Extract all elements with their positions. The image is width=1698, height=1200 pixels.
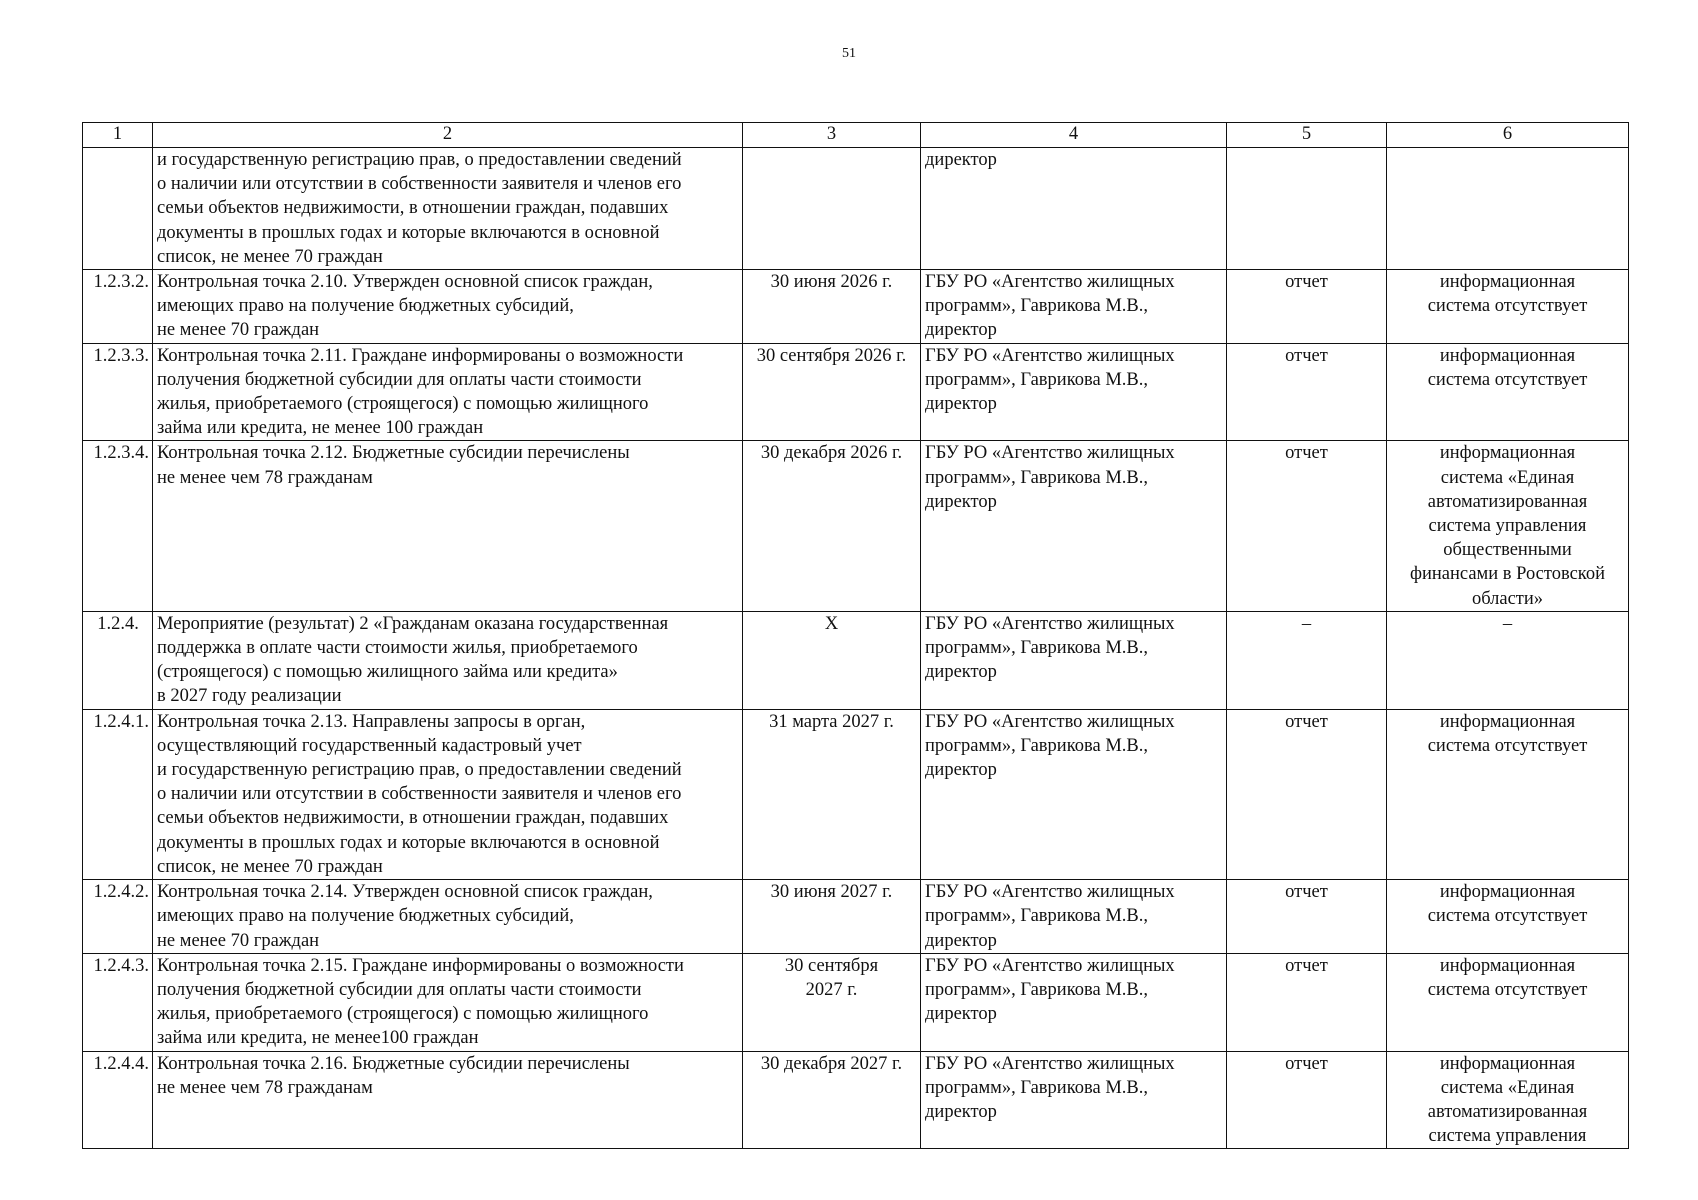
cell-line: программ», Гаврикова М.В., [925, 906, 1148, 927]
item-number-cell: 1.2.4.4. [83, 1051, 153, 1149]
cell-line: ГБУ РО «Агентство жилищных [925, 955, 1175, 976]
cell-line: программ», Гаврикова М.В., [925, 467, 1148, 488]
cell-line: 30 декабря 2027 г. [760, 1053, 903, 1074]
cell-line: директор [925, 394, 997, 415]
cell-line: и государственную регистрацию прав, о предоставлении сведений [157, 760, 682, 781]
table-row [83, 953, 1629, 1051]
cell-line: получения бюджетной субсидии для оплаты части стоимости [157, 369, 642, 390]
information-system-cell [1387, 611, 1629, 709]
cell-line: программ», Гаврикова М.В., [925, 369, 1148, 390]
cell-line: программ», Гаврикова М.В., [925, 638, 1148, 659]
item-number-cell: 1.2.4.2. [83, 880, 153, 954]
cell-line: директор [925, 760, 997, 781]
cell-line: получения бюджетной субсидии для оплаты части стоимости [157, 979, 642, 1000]
item-number-cell: 1.2.3.3. [83, 343, 153, 441]
deadline-cell [743, 709, 921, 879]
cell-line: директор [925, 150, 997, 170]
cell-line: информационная [1439, 882, 1576, 903]
document-type-cell: отчет [1227, 880, 1387, 954]
responsible-cell [921, 441, 1227, 611]
cell-line: 30 июня 2026 г. [770, 272, 893, 293]
item-description-cell [153, 441, 743, 611]
responsible-cell [921, 611, 1227, 709]
cell-line: информационная [1439, 345, 1576, 366]
responsible-cell [921, 953, 1227, 1051]
item-description-cell [153, 709, 743, 879]
cell-line: о наличии или отсутствии в собственности заявителя и членов его [157, 174, 682, 195]
item-description-cell [153, 1051, 743, 1149]
information-system-cell [1387, 343, 1629, 441]
cell-line: автоматизированная [1427, 1101, 1588, 1122]
page-number: 51 [842, 46, 856, 61]
responsible-cell [921, 270, 1227, 344]
cell-line: жилья, приобретаемого (строящегося) с помощью жилищного [157, 1004, 649, 1025]
table-row [83, 270, 1629, 344]
document-type-cell: отчет [1227, 343, 1387, 441]
cell-line: не менее чем 78 гражданам [157, 467, 373, 488]
deadline-cell [743, 148, 921, 270]
deadline-cell [743, 611, 921, 709]
information-system-cell [1387, 148, 1629, 270]
document-type-cell: – [1227, 611, 1387, 709]
deadline-cell [743, 270, 921, 344]
cell-line: информационная [1439, 711, 1576, 732]
cell-line: ГБУ РО «Агентство жилищных [925, 613, 1175, 634]
cell-line: директор [925, 930, 997, 951]
cell-line: займа или кредита, не менее 100 граждан [157, 418, 484, 439]
cell-line: Контрольная точка 2.10. Утвержден основной список граждан, [157, 272, 653, 293]
plan-table [82, 122, 1629, 1149]
cell-line: система отсутствует [1427, 369, 1588, 390]
item-number-cell: 1.2.4. [83, 611, 153, 709]
column-header: 3 [743, 123, 921, 148]
information-system-cell [1387, 441, 1629, 611]
table-row [83, 1051, 1629, 1149]
column-header: 1 [83, 123, 153, 148]
table-row [83, 880, 1629, 954]
cell-line: 2027 г. [805, 979, 858, 1000]
cell-line: информационная [1439, 955, 1576, 976]
item-description-cell [153, 343, 743, 441]
cell-line: о наличии или отсутствии в собственности заявителя и членов его [157, 784, 682, 805]
cell-line: система управления [1428, 516, 1587, 537]
cell-line: директор [925, 1101, 997, 1122]
item-description-cell [153, 270, 743, 344]
document-type-cell [1227, 148, 1387, 270]
cell-line: ГБУ РО «Агентство жилищных [925, 1053, 1175, 1074]
deadline-cell [743, 1051, 921, 1149]
deadline-cell [743, 441, 921, 611]
cell-line: – [1502, 613, 1513, 634]
responsible-cell [921, 148, 1227, 270]
cell-line: 30 сентября [784, 955, 879, 976]
cell-line: Контрольная точка 2.15. Граждане информированы о возможности [157, 955, 684, 976]
cell-line: программ», Гаврикова М.В., [925, 296, 1148, 317]
information-system-cell [1387, 1051, 1629, 1149]
column-header: 6 [1387, 123, 1629, 148]
responsible-cell [921, 709, 1227, 879]
document-type-cell: отчет [1227, 441, 1387, 611]
cell-line: система отсутствует [1427, 296, 1588, 317]
cell-line: не менее чем 78 гражданам [157, 1077, 373, 1098]
document-type-cell: отчет [1227, 1051, 1387, 1149]
cell-line: система отсутствует [1427, 979, 1588, 1000]
information-system-cell [1387, 270, 1629, 344]
cell-line: программ», Гаврикова М.В., [925, 735, 1148, 756]
cell-line: информационная [1439, 443, 1576, 464]
cell-line: ГБУ РО «Агентство жилищных [925, 711, 1175, 732]
cell-line: ГБУ РО «Агентство жилищных [925, 345, 1175, 366]
cell-line: 30 декабря 2026 г. [760, 443, 903, 464]
information-system-cell [1387, 709, 1629, 879]
item-number-cell: 1.2.4.3. [83, 953, 153, 1051]
cell-line: список, не менее 70 граждан [157, 246, 383, 267]
cell-line: и государственную регистрацию прав, о предоставлении сведений [157, 150, 682, 170]
column-header: 4 [921, 123, 1227, 148]
cell-line: поддержка в оплате части стоимости жилья, приобретаемого [157, 638, 638, 659]
table-body [83, 148, 1629, 1149]
cell-line: области» [1471, 588, 1544, 609]
cell-line: общественными [1443, 540, 1572, 561]
cell-line: Х [824, 613, 839, 634]
cell-line: 31 марта 2027 г. [769, 711, 894, 732]
item-number-cell: 1.2.3.2. [83, 270, 153, 344]
cell-line: (строящегося) с помощью жилищного займа или кредита» [157, 662, 618, 683]
deadline-cell [743, 880, 921, 954]
item-number-cell: 1.2.4.1. [83, 709, 153, 879]
cell-line: система отсутствует [1427, 906, 1588, 927]
cell-line: Контрольная точка 2.12. Бюджетные субсидии перечислены [157, 443, 630, 464]
cell-line: Контрольная точка 2.14. Утвержден основной список граждан, [157, 882, 653, 903]
cell-line: директор [925, 1004, 997, 1025]
cell-line: Контрольная точка 2.11. Граждане информированы о возможности [157, 345, 684, 366]
cell-line: имеющих право на получение бюджетных субсидий, [157, 296, 574, 317]
cell-line: 30 июня 2027 г. [770, 882, 893, 903]
deadline-cell [743, 343, 921, 441]
cell-line: имеющих право на получение бюджетных субсидий, [157, 906, 574, 927]
cell-line: Контрольная точка 2.13. Направлены запросы в орган, [157, 711, 586, 732]
table-row [83, 709, 1629, 879]
column-header: 2 [153, 123, 743, 148]
document-type-cell: отчет [1227, 709, 1387, 879]
cell-line: список, не менее 70 граждан [157, 856, 383, 877]
cell-line: не менее 70 граждан [157, 930, 320, 951]
column-header: 5 [1227, 123, 1387, 148]
cell-line: 30 сентября 2026 г. [756, 345, 907, 366]
cell-line: семьи объектов недвижимости, в отношении граждан, подавших [157, 198, 669, 219]
item-description-cell [153, 611, 743, 709]
cell-line: семьи объектов недвижимости, в отношении граждан, подавших [157, 808, 669, 829]
cell-line: информационная [1439, 1053, 1576, 1074]
cell-line: документы в прошлых годах и которые включаются в основной [157, 222, 660, 243]
item-number-cell: 1.2.3.4. [83, 441, 153, 611]
cell-line: директор [925, 662, 997, 683]
cell-line: директор [925, 491, 997, 512]
item-description-cell [153, 953, 743, 1051]
item-description-cell [153, 148, 743, 270]
cell-line: осуществляющий государственный кадастровый учет [157, 735, 582, 756]
cell-line: Контрольная точка 2.16. Бюджетные субсидии перечислены [157, 1053, 630, 1074]
cell-line: Мероприятие (результат) 2 «Гражданам оказана государственная [157, 613, 669, 634]
cell-line: программ», Гаврикова М.В., [925, 979, 1148, 1000]
cell-line: система «Единая [1440, 467, 1575, 488]
cell-line: не менее 70 граждан [157, 320, 320, 341]
item-number-cell [83, 148, 153, 270]
table-row [83, 611, 1629, 709]
cell-line: ГБУ РО «Агентство жилищных [925, 272, 1175, 293]
responsible-cell [921, 880, 1227, 954]
table-row [83, 148, 1629, 270]
responsible-cell [921, 343, 1227, 441]
deadline-cell [743, 953, 921, 1051]
item-description-cell [153, 880, 743, 954]
cell-line: займа или кредита, не менее100 граждан [157, 1028, 479, 1049]
cell-line: программ», Гаврикова М.В., [925, 1077, 1148, 1098]
cell-line: жилья, приобретаемого (строящегося) с помощью жилищного [157, 394, 649, 415]
cell-line: система отсутствует [1427, 735, 1588, 756]
cell-line: ГБУ РО «Агентство жилищных [925, 882, 1175, 903]
cell-line: информационная [1439, 272, 1576, 293]
table-row [83, 441, 1629, 611]
responsible-cell [921, 1051, 1227, 1149]
table-row [83, 343, 1629, 441]
document-type-cell: отчет [1227, 953, 1387, 1051]
information-system-cell [1387, 953, 1629, 1051]
cell-line: документы в прошлых годах и которые включаются в основной [157, 832, 660, 853]
cell-line: ГБУ РО «Агентство жилищных [925, 443, 1175, 464]
cell-line: система управления [1428, 1126, 1587, 1147]
cell-line: система «Единая [1440, 1077, 1575, 1098]
cell-line: в 2027 году реализации [157, 686, 342, 707]
column-number-header-row [83, 123, 1629, 148]
document-type-cell: отчет [1227, 270, 1387, 344]
cell-line: автоматизированная [1427, 491, 1588, 512]
cell-line: директор [925, 320, 997, 341]
information-system-cell [1387, 880, 1629, 954]
cell-line: финансами в Ростовской [1409, 564, 1606, 585]
